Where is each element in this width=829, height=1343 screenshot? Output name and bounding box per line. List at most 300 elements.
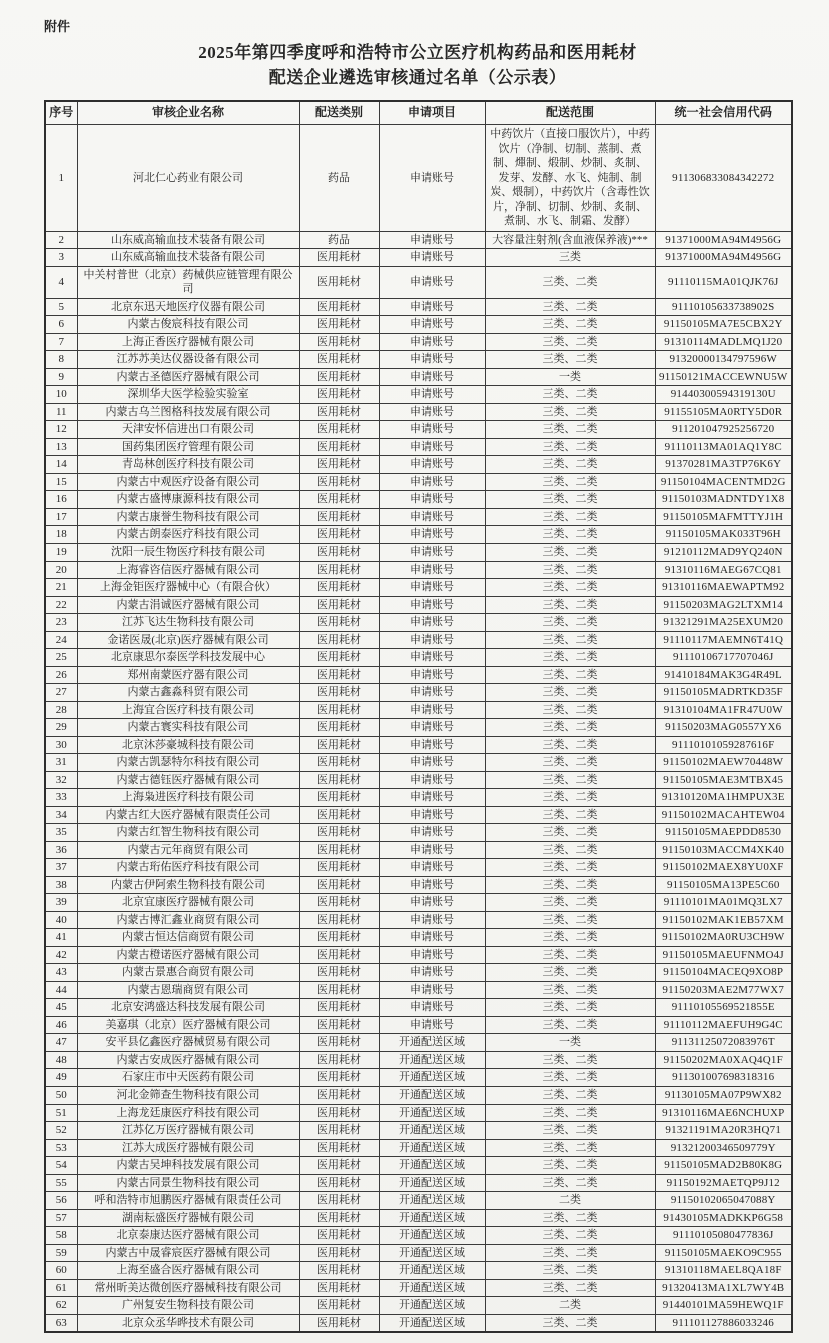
table-row — [45, 596, 792, 614]
table-row — [45, 368, 792, 386]
cell-name: 上海正香医疗器械有限公司 — [77, 333, 299, 351]
cell-code: 911101127886033246 — [655, 1314, 792, 1332]
column-header-code: 统一社会信用代码 — [655, 101, 792, 124]
cell-no: 43 — [45, 964, 77, 982]
cell-scope: 三类、二类 — [485, 596, 655, 614]
cell-code: 91321200346509779Y — [655, 1139, 792, 1157]
cell-no: 6 — [45, 316, 77, 334]
cell-name: 上海至盛合医疗器械有限公司 — [77, 1262, 299, 1280]
cell-name: 上海睿咨信医疗器械有限公司 — [77, 561, 299, 579]
cell-code: 91410184MAK3G4R49L — [655, 666, 792, 684]
cell-project: 申请账号 — [379, 946, 485, 964]
cell-scope: 三类、二类 — [485, 508, 655, 526]
cell-code: 911201047925256720 — [655, 421, 792, 439]
cell-scope: 三类、二类 — [485, 1227, 655, 1245]
table-row — [45, 1051, 792, 1069]
cell-name: 湖南耘盛医疗器械有限公司 — [77, 1209, 299, 1227]
cell-scope: 一类 — [485, 1034, 655, 1052]
cell-code: 91130105MA07P9WX82 — [655, 1086, 792, 1104]
cell-name: 内蒙古橙诺医疗器械有限公司 — [77, 946, 299, 964]
cell-name: 内蒙古鑫淼科贸有限公司 — [77, 684, 299, 702]
cell-project: 申请账号 — [379, 736, 485, 754]
cell-name: 金诺医晟(北京)医疗器械有限公司 — [77, 631, 299, 649]
cell-scope: 三类、二类 — [485, 473, 655, 491]
cell-code: 91110105633738902S — [655, 298, 792, 316]
cell-category: 医用耗材 — [299, 876, 379, 894]
table-row — [45, 1069, 792, 1087]
column-header-name: 审核企业名称 — [77, 101, 299, 124]
cell-name: 内蒙古同景生物科技有限公司 — [77, 1174, 299, 1192]
cell-no: 22 — [45, 596, 77, 614]
cell-project: 开通配送区域 — [379, 1209, 485, 1227]
cell-code: 91150102MAEW70448W — [655, 754, 792, 772]
cell-category: 医用耗材 — [299, 1297, 379, 1315]
cell-no: 46 — [45, 1016, 77, 1034]
table-row — [45, 403, 792, 421]
cell-code: 91150104MACENTMD2G — [655, 473, 792, 491]
cell-code: 91321191MA20R3HQ71 — [655, 1122, 792, 1140]
cell-scope: 三类、二类 — [485, 438, 655, 456]
cell-code: 91110105569521855E — [655, 999, 792, 1017]
table-row — [45, 999, 792, 1017]
cell-code: 91150103MADNTDY1X8 — [655, 491, 792, 509]
cell-category: 医用耗材 — [299, 1192, 379, 1210]
cell-no: 12 — [45, 421, 77, 439]
cell-project: 申请账号 — [379, 125, 485, 232]
cell-no: 28 — [45, 701, 77, 719]
cell-name: 内蒙古凯瑟特尔科技有限公司 — [77, 754, 299, 772]
cell-no: 39 — [45, 894, 77, 912]
column-header-scope: 配送范围 — [485, 101, 655, 124]
cell-name: 青岛林创医疗科技有限公司 — [77, 456, 299, 474]
cell-scope: 三类、二类 — [485, 1139, 655, 1157]
cell-no: 33 — [45, 789, 77, 807]
cell-name: 国药集团医疗管理有限公司 — [77, 438, 299, 456]
cell-code: 91110117MAEMN6T41Q — [655, 631, 792, 649]
table-row — [45, 1262, 792, 1280]
cell-name: 内蒙古中晟睿宸医疗器械有限公司 — [77, 1244, 299, 1262]
cell-category: 医用耗材 — [299, 649, 379, 667]
cell-category: 医用耗材 — [299, 1279, 379, 1297]
cell-code: 91110112MAEFUH9G4C — [655, 1016, 792, 1034]
table-row — [45, 736, 792, 754]
cell-scope: 三类、二类 — [485, 719, 655, 737]
cell-no: 26 — [45, 666, 77, 684]
cell-code: 91150105MA7E5CBX2Y — [655, 316, 792, 334]
table-row — [45, 386, 792, 404]
cell-project: 开通配送区域 — [379, 1192, 485, 1210]
cell-code: 91131125072083976T — [655, 1034, 792, 1052]
cell-code: 91430105MADKKP6G58 — [655, 1209, 792, 1227]
cell-code: 91310116MAEG67CQ81 — [655, 561, 792, 579]
cell-category: 医用耗材 — [299, 894, 379, 912]
cell-name: 内蒙古伊阿索生物科技有限公司 — [77, 876, 299, 894]
cell-code: 91371000MA94M4956G — [655, 231, 792, 249]
cell-category: 医用耗材 — [299, 1174, 379, 1192]
cell-category: 医用耗材 — [299, 473, 379, 491]
table-row — [45, 631, 792, 649]
cell-no: 4 — [45, 266, 77, 298]
column-header-project: 申请项目 — [379, 101, 485, 124]
cell-name: 中关村普世（北京）药械供应链管理有限公司 — [77, 266, 299, 298]
page-title — [44, 41, 791, 90]
cell-category: 医用耗材 — [299, 351, 379, 369]
table-row — [45, 771, 792, 789]
table-row — [45, 1122, 792, 1140]
table-row — [45, 1297, 792, 1315]
cell-name: 北京泰康达医疗器械有限公司 — [77, 1227, 299, 1245]
cell-no: 63 — [45, 1314, 77, 1332]
cell-name: 河北金筛查生物科技有限公司 — [77, 1086, 299, 1104]
cell-name: 内蒙古红智生物科技有限公司 — [77, 824, 299, 842]
cell-project: 申请账号 — [379, 649, 485, 667]
cell-name: 呼和浩特市旭鹏医疗器械有限责任公司 — [77, 1192, 299, 1210]
cell-scope: 三类、二类 — [485, 1069, 655, 1087]
cell-no: 57 — [45, 1209, 77, 1227]
cell-project: 申请账号 — [379, 666, 485, 684]
cell-no: 51 — [45, 1104, 77, 1122]
table-row — [45, 508, 792, 526]
cell-project: 开通配送区域 — [379, 1262, 485, 1280]
cell-scope: 三类、二类 — [485, 1314, 655, 1332]
cell-no: 17 — [45, 508, 77, 526]
cell-scope: 三类、二类 — [485, 684, 655, 702]
cell-code: 91110101059287616F — [655, 736, 792, 754]
cell-code: 91110105080477836J — [655, 1227, 792, 1245]
cell-name: 北京东迅天地医疗仪器有限公司 — [77, 298, 299, 316]
cell-scope: 三类、二类 — [485, 981, 655, 999]
cell-scope: 三类、二类 — [485, 789, 655, 807]
cell-scope: 三类、二类 — [485, 561, 655, 579]
cell-category: 医用耗材 — [299, 666, 379, 684]
cell-project: 申请账号 — [379, 266, 485, 298]
cell-code: 91150202MA0XAQ4Q1F — [655, 1051, 792, 1069]
table-row — [45, 231, 792, 249]
cell-scope: 三类、二类 — [485, 754, 655, 772]
table-row — [45, 684, 792, 702]
cell-name: 内蒙古吴坤科技发展有限公司 — [77, 1157, 299, 1175]
cell-scope: 三类、二类 — [485, 806, 655, 824]
cell-code: 91370281MA3TP76K6Y — [655, 456, 792, 474]
cell-no: 20 — [45, 561, 77, 579]
cell-project: 申请账号 — [379, 561, 485, 579]
table-row — [45, 841, 792, 859]
cell-no: 47 — [45, 1034, 77, 1052]
cell-scope: 三类、二类 — [485, 298, 655, 316]
cell-project: 开通配送区域 — [379, 1279, 485, 1297]
cell-no: 1 — [45, 125, 77, 232]
cell-project: 申请账号 — [379, 249, 485, 267]
cell-category: 医用耗材 — [299, 824, 379, 842]
cell-category: 医用耗材 — [299, 438, 379, 456]
cell-no: 29 — [45, 719, 77, 737]
cell-code: 91150105MAK033T96H — [655, 526, 792, 544]
cell-name: 上海龙廷康医疗科技有限公司 — [77, 1104, 299, 1122]
cell-name: 上海宜合医疗科技有限公司 — [77, 701, 299, 719]
cell-name: 内蒙古珩佑医疗科技有限公司 — [77, 859, 299, 877]
cell-project: 开通配送区域 — [379, 1157, 485, 1175]
cell-no: 50 — [45, 1086, 77, 1104]
table-row — [45, 421, 792, 439]
cell-code: 91110101MA01MQ3LX7 — [655, 894, 792, 912]
cell-project: 申请账号 — [379, 806, 485, 824]
cell-project: 申请账号 — [379, 596, 485, 614]
cell-name: 内蒙古朗泰医疗科技有限公司 — [77, 526, 299, 544]
cell-project: 申请账号 — [379, 421, 485, 439]
cell-scope: 三类、二类 — [485, 876, 655, 894]
cell-no: 54 — [45, 1157, 77, 1175]
cell-project: 申请账号 — [379, 351, 485, 369]
cell-name: 天津安怀信进出口有限公司 — [77, 421, 299, 439]
cell-project: 申请账号 — [379, 894, 485, 912]
cell-name: 郑州南蒙医疗器有限公司 — [77, 666, 299, 684]
cell-category: 医用耗材 — [299, 544, 379, 562]
cell-scope: 三类、二类 — [485, 1157, 655, 1175]
cell-scope: 三类、二类 — [485, 666, 655, 684]
cell-scope: 三类、二类 — [485, 456, 655, 474]
cell-no: 62 — [45, 1297, 77, 1315]
cell-no: 15 — [45, 473, 77, 491]
cell-project: 开通配送区域 — [379, 1086, 485, 1104]
cell-project: 申请账号 — [379, 911, 485, 929]
cell-category: 医用耗材 — [299, 631, 379, 649]
cell-scope: 三类、二类 — [485, 614, 655, 632]
cell-name: 内蒙古盛博康源科技有限公司 — [77, 491, 299, 509]
cell-category: 医用耗材 — [299, 1034, 379, 1052]
cell-no: 45 — [45, 999, 77, 1017]
cell-name: 广州复安生物科技有限公司 — [77, 1297, 299, 1315]
cell-category: 医用耗材 — [299, 508, 379, 526]
cell-scope: 二类 — [485, 1297, 655, 1315]
cell-category: 医用耗材 — [299, 736, 379, 754]
cell-no: 37 — [45, 859, 77, 877]
cell-category: 医用耗材 — [299, 684, 379, 702]
cell-no: 2 — [45, 231, 77, 249]
cell-category: 医用耗材 — [299, 754, 379, 772]
table-row — [45, 579, 792, 597]
table-row — [45, 666, 792, 684]
table-row — [45, 1104, 792, 1122]
cell-no: 61 — [45, 1279, 77, 1297]
cell-scope: 三类、二类 — [485, 333, 655, 351]
table-row — [45, 719, 792, 737]
cell-no: 8 — [45, 351, 77, 369]
cell-category: 医用耗材 — [299, 1209, 379, 1227]
cell-project: 申请账号 — [379, 579, 485, 597]
table-row — [45, 333, 792, 351]
cell-name: 上海枭进医疗科技有限公司 — [77, 789, 299, 807]
cell-name: 江苏苏美达仪器设备有限公司 — [77, 351, 299, 369]
cell-no: 25 — [45, 649, 77, 667]
cell-no: 49 — [45, 1069, 77, 1087]
cell-scope: 二类 — [485, 1192, 655, 1210]
table-row — [45, 1209, 792, 1227]
cell-category: 医用耗材 — [299, 266, 379, 298]
cell-scope: 三类、二类 — [485, 351, 655, 369]
cell-project: 申请账号 — [379, 631, 485, 649]
cell-no: 38 — [45, 876, 77, 894]
cell-project: 申请账号 — [379, 368, 485, 386]
cell-scope: 三类、二类 — [485, 736, 655, 754]
cell-project: 申请账号 — [379, 719, 485, 737]
page-title-line1: 2025年第四季度呼和浩特市公立医疗机构药品和医用耗材 — [198, 43, 637, 62]
cell-project: 申请账号 — [379, 403, 485, 421]
cell-project: 开通配送区域 — [379, 1104, 485, 1122]
cell-no: 13 — [45, 438, 77, 456]
table-body — [45, 125, 792, 1333]
cell-no: 58 — [45, 1227, 77, 1245]
cell-category: 医用耗材 — [299, 964, 379, 982]
cell-code: 91150203MAG2LTXM14 — [655, 596, 792, 614]
table-row — [45, 1157, 792, 1175]
cell-no: 11 — [45, 403, 77, 421]
cell-category: 医用耗材 — [299, 456, 379, 474]
cell-name: 石家庄市中天医药有限公司 — [77, 1069, 299, 1087]
cell-scope: 三类、二类 — [485, 631, 655, 649]
cell-code: 91150102MAK1EB57XM — [655, 911, 792, 929]
table-row — [45, 1174, 792, 1192]
cell-project: 开通配送区域 — [379, 1139, 485, 1157]
cell-name: 内蒙古俊宸科技有限公司 — [77, 316, 299, 334]
cell-category: 医用耗材 — [299, 403, 379, 421]
table-row — [45, 266, 792, 298]
column-header-no: 序号 — [45, 101, 77, 124]
cell-no: 60 — [45, 1262, 77, 1280]
cell-no: 19 — [45, 544, 77, 562]
cell-scope: 三类、二类 — [485, 421, 655, 439]
cell-code: 91150105MAE3MTBX45 — [655, 771, 792, 789]
cell-code: 91320000134797596W — [655, 351, 792, 369]
table-row — [45, 1139, 792, 1157]
cell-no: 31 — [45, 754, 77, 772]
cell-name: 沈阳一辰生物医疗科技有限公司 — [77, 544, 299, 562]
cell-scope: 三类、二类 — [485, 579, 655, 597]
table-row — [45, 701, 792, 719]
table-row — [45, 456, 792, 474]
cell-code: 91210112MAD9YQ240N — [655, 544, 792, 562]
table-row — [45, 1016, 792, 1034]
table-row — [45, 125, 792, 232]
cell-name: 美嘉琪（北京）医疗器械有限公司 — [77, 1016, 299, 1034]
cell-project: 开通配送区域 — [379, 1244, 485, 1262]
page-title-line2: 配送企业遴选审核通过名单（公示表） — [268, 67, 567, 87]
cell-no: 24 — [45, 631, 77, 649]
cell-project: 申请账号 — [379, 929, 485, 947]
cell-scope: 三类、二类 — [485, 526, 655, 544]
cell-code: 91440101MA59HEWQ1F — [655, 1297, 792, 1315]
cell-category: 医用耗材 — [299, 999, 379, 1017]
cell-category: 医用耗材 — [299, 596, 379, 614]
cell-no: 36 — [45, 841, 77, 859]
cell-project: 申请账号 — [379, 1016, 485, 1034]
cell-scope: 三类、二类 — [485, 929, 655, 947]
table-row — [45, 526, 792, 544]
cell-no: 32 — [45, 771, 77, 789]
cell-name: 安平县亿鑫医疗器械贸易有限公司 — [77, 1034, 299, 1052]
cell-no: 56 — [45, 1192, 77, 1210]
cell-category: 药品 — [299, 231, 379, 249]
cell-code: 91150105MA13PE5C60 — [655, 876, 792, 894]
table-row — [45, 298, 792, 316]
table-row — [45, 1314, 792, 1332]
cell-category: 医用耗材 — [299, 789, 379, 807]
cell-category: 医用耗材 — [299, 1157, 379, 1175]
cell-project: 申请账号 — [379, 614, 485, 632]
cell-no: 18 — [45, 526, 77, 544]
cell-scope: 三类、二类 — [485, 859, 655, 877]
cell-category: 医用耗材 — [299, 491, 379, 509]
cell-name: 内蒙古涓诚医疗器械有限公司 — [77, 596, 299, 614]
cell-no: 3 — [45, 249, 77, 267]
cell-project: 开通配送区域 — [379, 1122, 485, 1140]
table-row — [45, 946, 792, 964]
table-row — [45, 911, 792, 929]
cell-scope: 三类、二类 — [485, 999, 655, 1017]
cell-code: 91150102MA0RU3CH9W — [655, 929, 792, 947]
table-row — [45, 1034, 792, 1052]
cell-category: 医用耗材 — [299, 368, 379, 386]
table-row — [45, 859, 792, 877]
cell-scope: 三类、二类 — [485, 649, 655, 667]
cell-category: 医用耗材 — [299, 614, 379, 632]
cell-category: 医用耗材 — [299, 911, 379, 929]
table-row — [45, 614, 792, 632]
cell-scope: 三类、二类 — [485, 316, 655, 334]
cell-code: 91310116MAEWAPTM92 — [655, 579, 792, 597]
cell-project: 申请账号 — [379, 981, 485, 999]
cell-name: 内蒙古博汇鑫业商贸有限公司 — [77, 911, 299, 929]
cell-category: 医用耗材 — [299, 1244, 379, 1262]
cell-project: 申请账号 — [379, 526, 485, 544]
cell-project: 申请账号 — [379, 386, 485, 404]
cell-category: 医用耗材 — [299, 1139, 379, 1157]
cell-code: 91110115MA01QJK76J — [655, 266, 792, 298]
cell-name: 深圳华大医学检验实验室 — [77, 386, 299, 404]
cell-code: 91110113MA01AQ1Y8C — [655, 438, 792, 456]
cell-code: 911301007698318316 — [655, 1069, 792, 1087]
cell-code: 91150105MAEPDD8530 — [655, 824, 792, 842]
cell-category: 医用耗材 — [299, 298, 379, 316]
cell-no: 44 — [45, 981, 77, 999]
cell-no: 5 — [45, 298, 77, 316]
cell-code: 91150102MACAHTEW04 — [655, 806, 792, 824]
cell-scope: 一类 — [485, 368, 655, 386]
cell-name: 北京宜康医疗器械有限公司 — [77, 894, 299, 912]
cell-project: 申请账号 — [379, 964, 485, 982]
cell-code: 91150105MADRTKD35F — [655, 684, 792, 702]
cell-category: 医用耗材 — [299, 1016, 379, 1034]
cell-category: 医用耗材 — [299, 249, 379, 267]
cell-name: 内蒙古寰实科技有限公司 — [77, 719, 299, 737]
cell-category: 医用耗材 — [299, 579, 379, 597]
cell-name: 内蒙古红大医疗器械有限责任公司 — [77, 806, 299, 824]
cell-category: 医用耗材 — [299, 1051, 379, 1069]
cell-name: 北京沐莎豪城科技有限公司 — [77, 736, 299, 754]
cell-scope: 三类、二类 — [485, 911, 655, 929]
cell-project: 申请账号 — [379, 684, 485, 702]
cell-code: 91150192MAETQP9J12 — [655, 1174, 792, 1192]
cell-scope: 三类、二类 — [485, 1209, 655, 1227]
cell-category: 医用耗材 — [299, 701, 379, 719]
table-row — [45, 491, 792, 509]
cell-category: 医用耗材 — [299, 421, 379, 439]
cell-no: 27 — [45, 684, 77, 702]
cell-code: 91155105MA0RTY5D0R — [655, 403, 792, 421]
cell-code: 91310120MA1HMPUX3E — [655, 789, 792, 807]
cell-code: 91150105MAD2B80K8G — [655, 1157, 792, 1175]
cell-no: 53 — [45, 1139, 77, 1157]
cell-code: 91320413MA1XL7WY4B — [655, 1279, 792, 1297]
